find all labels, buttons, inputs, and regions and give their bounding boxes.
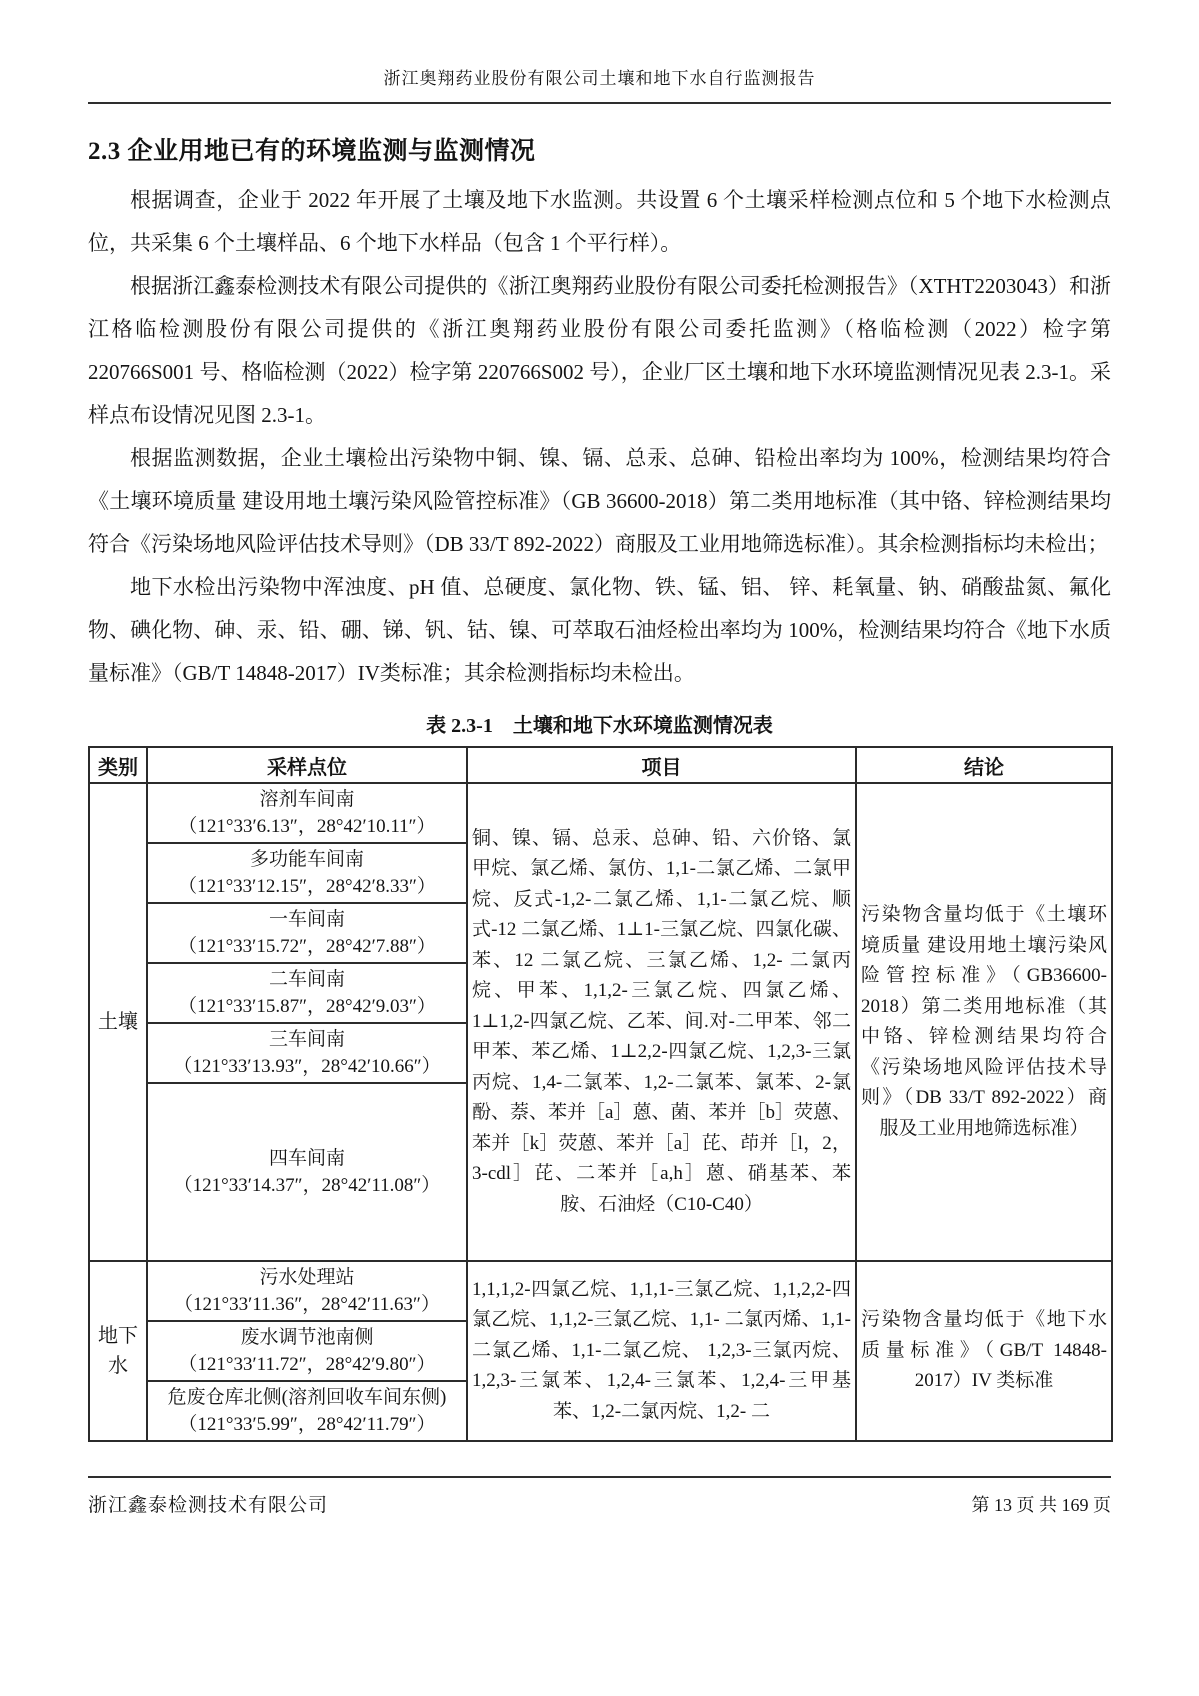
sample-point-coords: （121°33′11.72″，28°42′9.80″） [178,1354,436,1375]
header-conclusion: 结论 [856,747,1112,783]
sample-point-name: 二车间南 [268,969,345,990]
sample-point-coords: （121°33′11.36″，28°42′11.63″） [174,1294,440,1315]
sample-point-cell [147,1083,467,1261]
sample-point-name: 四车间南 [268,1148,345,1169]
paragraph-soil-result: 根据监测数据，企业土壤检出污染物中铜、镍、镉、总汞、总砷、铅检出率均为 100%，检测结果均符合《土壤环境质量 建设用地土壤污染风险管控标准》（GB 36600-2018）第二类用地标准（其中铬、锌检测结果均符合《污染场地风险评估技术导则》（DB 33/T 892-2022）商服及工业用地筛选标准）。其余检测指标均未检出； [88,446,1111,556]
report-title: 浙江奥翔药业股份有限公司土壤和地下水自行监测报告 [383,69,816,88]
sample-point-cell [147,1023,467,1083]
sample-point-cell [147,843,467,903]
sample-point-cell [147,963,467,1023]
table-row [89,1261,1112,1321]
sample-point-name: 废水调节池南侧 [240,1327,374,1348]
page-footer [88,1476,1111,1517]
sample-point-cell [147,783,467,843]
sample-point-coords: （121°33′13.93″，28°42′10.66″） [173,1056,441,1077]
sample-point-name: 污水处理站 [259,1267,355,1288]
category-cell-soil: 土壤 [89,783,147,1261]
sample-point-cell [147,903,467,963]
sample-point-coords: （121°33′5.99″，28°42′11.79″） [178,1414,436,1435]
sample-point-coords: （121°33′6.13″，28°42′10.11″） [178,816,436,837]
table-header-row [89,747,1112,783]
sample-point-coords: （121°33′14.37″，28°42′11.08″） [173,1175,441,1196]
footer-page-number: 第 13 页 共 169 页 [971,1495,1111,1515]
items-cell-groundwater: 1,1,1,2-四氯乙烷、1,1,1-三氯乙烷、1,1,2,2-四氯乙烷、1,1,2-三氯乙烷、1,1- 二氯丙烯、1,1-二氯乙烯、1,1-二氯乙烷、 1,2,3-三氯丙烷、1,2,3-三氯苯、1,2,4-三氯苯、1,2,4-三甲基苯、1,2-二氯丙烷、1,2- 二 [467,1261,856,1441]
section-title: 2.3 企业用地已有的环境监测与监测情况 [88,138,536,165]
conclusion-cell-groundwater: 污染物含量均低于《地下水质量标准》（GB/T 14848-2017）IV 类标准 [856,1261,1112,1441]
footer-company: 浙江鑫泰检测技术有限公司 [88,1495,329,1516]
sample-point-name: 溶剂车间南 [259,789,355,810]
sample-point-coords: （121°33′12.15″，28°42′8.33″） [178,876,436,897]
sample-point-cell [147,1321,467,1381]
header-sample-point: 采样点位 [147,747,467,783]
page-header [88,64,1111,104]
monitoring-table [88,746,1113,1442]
sample-point-name: 多功能车间南 [249,849,364,870]
sample-point-name: 危废仓库北侧(溶剂回收车间东侧) [167,1387,447,1408]
header-items: 项目 [467,747,856,783]
category-cell-groundwater: 地下水 [89,1261,147,1441]
table-row [89,783,1112,843]
sample-point-name: 一车间南 [268,909,345,930]
sample-point-name: 三车间南 [268,1029,345,1050]
paragraph-groundwater-result: 地下水检出污染物中浑浊度、pH 值、总硬度、氯化物、铁、锰、铝、 锌、耗氧量、钠、硝酸盐氮、氟化物、碘化物、砷、汞、铅、硼、锑、钒、钴、镍、可萃取石油烃检出率均为 100%，检测结果均符合《地下水质量标准》（GB/T 14848-2017）IV类标准；其余检测指标均未检出。 [88,575,1111,685]
sample-point-coords: （121°33′15.72″，28°42′7.88″） [178,936,436,957]
table-caption: 表 2.3-1 土壤和地下水环境监测情况表 [426,715,773,737]
sample-point-cell [147,1261,467,1321]
sample-point-cell [147,1381,467,1441]
body-text [88,179,1111,695]
paragraph-survey: 根据调查，企业于 2022 年开展了土壤及地下水监测。共设置 6 个土壤采样检测点位和 5 个地下水检测点位，共采集 6 个土壤样品、6 个地下水样品（包含 1 个平行样）。 [88,188,1111,255]
conclusion-cell-soil: 污染物含量均低于《土壤环境质量 建设用地土壤污染风险管控标准》（GB36600-2018）第二类用地标准（其中铬、锌检测结果均符合《污染场地风险评估技术导则》（DB 33/T 892-2022）商服及工业用地筛选标准） [856,783,1112,1261]
items-cell-soil: 铜、镍、镉、总汞、总砷、铅、六价铬、氯甲烷、氯乙烯、氯仿、1,1-二氯乙烯、二氯甲烷、反式-1,2-二氯乙烯、1,1-二氯乙烷、顺式-12 二氯乙烯、1⊥1-三氯乙烷、四氯化碳、苯、12 二氯乙烷、三氯乙烯、1,2- 二氯丙烷、甲苯、1,1,2-三氯乙烷、四氯乙烯、1⊥1,2-四氯乙烷、乙苯、间.对-二甲苯、邻二甲苯、苯乙烯、1⊥2,2-四氯乙烷、1,2,3-三氯丙烷、1,4-二氯苯、1,2-二氯苯、氯苯、2-氯酚、萘、苯并［a］蒽、菌、苯并［b］荧蒽、苯并［k］荧蒽、苯并［a］芘、茚并［l，2，3-cdl］芘、二苯并［a,h］蒽、硝基苯、苯胺、石油烃（C10-C40） [467,783,856,1261]
header-category: 类别 [89,747,147,783]
sample-point-coords: （121°33′15.87″，28°42′9.03″） [178,996,436,1017]
paragraph-reports: 根据浙江鑫泰检测技术有限公司提供的《浙江奥翔药业股份有限公司委托检测报告》（XTHT2203043）和浙江格临检测股份有限公司提供的《浙江奥翔药业股份有限公司委托监测》（格临检测（2022）检字第 220766S001 号、格临检测（2022）检字第 220766S002 号），企业厂区土壤和地下水环境监测情况见表 2.3-1。采样点布设情况见图 2.3-1。 [88,274,1111,427]
